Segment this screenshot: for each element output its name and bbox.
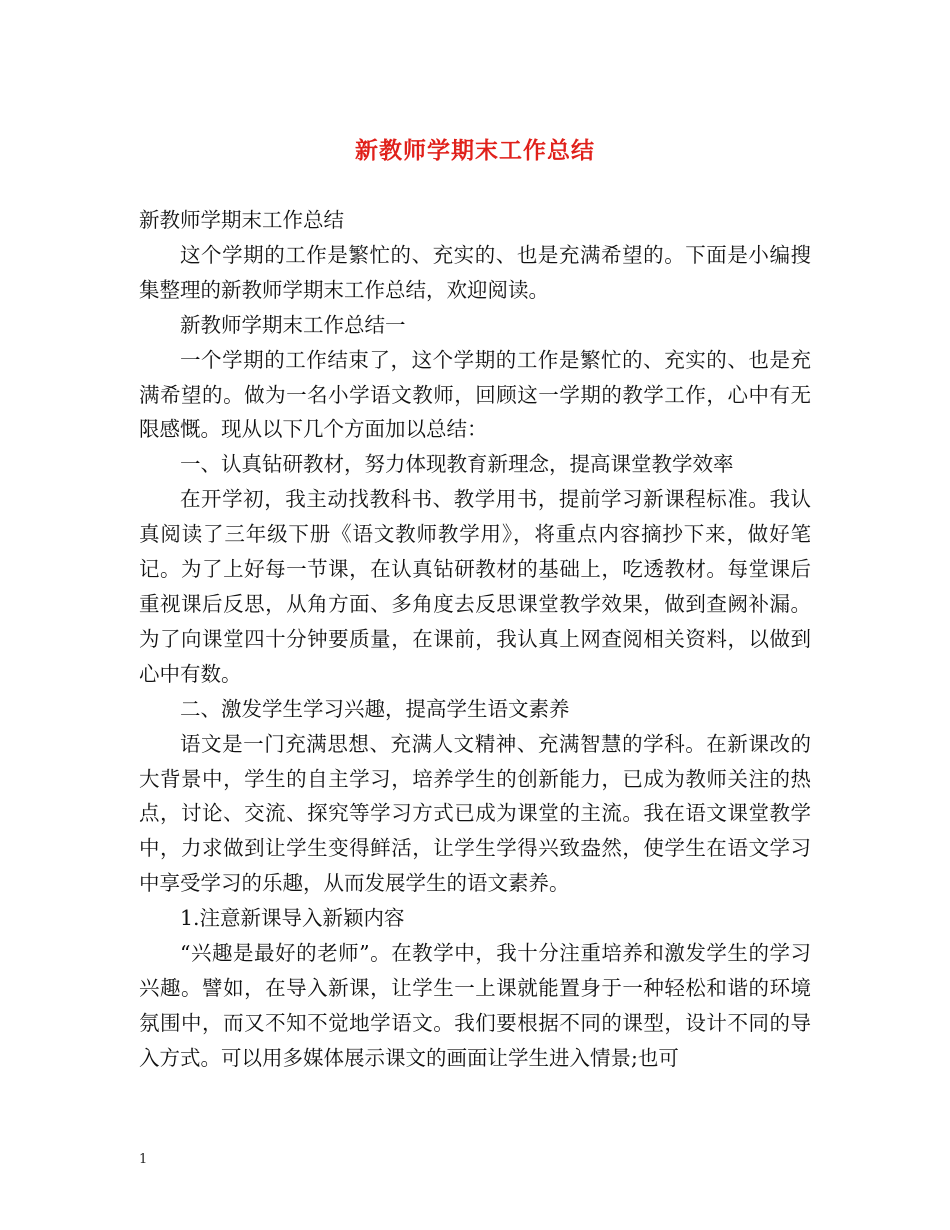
section-heading: 新教师学期末工作总结一: [180, 312, 406, 337]
page-number: 1: [139, 1152, 148, 1167]
section-heading: 一、认真钻研教材，努力体现教育新理念，提高课堂教学效率: [180, 452, 734, 477]
paragraph: 新教师学期末工作总结: [139, 208, 344, 232]
paragraph: 一个学期的工作结束了，这个学期的工作是繁忙的、充实的、也是充满希望的。做为一名小学语文教师，回顾这一学期的教学工作，心中有无限感慨。现从以下几个方面加以总结：: [139, 347, 811, 442]
section-heading: 二、激发学生学习兴趣，提高学生语文素养: [180, 696, 570, 721]
document-body: [139, 203, 811, 1076]
paragraph: 语文是一门充满思想、充满人文精神、充满智慧的学科。在新课改的大背景中，学生的自主学习，培养学生的创新能力，已成为教师关注的热点，讨论、交流、探究等学习方式已成为课堂的主流。我在语文课堂教学中，力求做到让学生变得鲜活，让学生学得兴致盎然，使学生在语文学习中享受学习的乐趣，从而发展学生的语文素养。: [139, 731, 811, 896]
subsection-heading: 1.注意新课导入新颖内容: [180, 906, 405, 931]
paragraph: 在开学初，我主动找教科书、教学用书，提前学习新课程标准。我认真阅读了三年级下册《语文教师教学用》，将重点内容摘抄下来，做好笔记。为了上好每一节课，在认真钻研教材的基础上，吃透教材。每堂课后重视课后反思，从角方面、多角度去反思课堂教学效果，做到查阙补漏。为了向课堂四十分钟要质量，在课前，我认真上网查阅相关资料，以做到心中有数。: [139, 487, 811, 686]
paragraph: 这个学期的工作是繁忙的、充实的、也是充满希望的。下面是小编搜集整理的新教师学期末工作总结，欢迎阅读。: [139, 242, 811, 302]
paragraph: “兴趣是最好的老师”。在教学中，我十分注重培养和激发学生的学习兴趣。譬如，在导入新课，让学生一上课就能置身于一种轻松和谐的环境氛围中，而又不知不觉地学语文。我们要根据不同的课型，设计不同的导入方式。可以用多媒体展示课文的画面让学生进入情景;也可: [139, 941, 811, 1070]
document-title: 新教师学期末工作总结: [355, 137, 595, 164]
